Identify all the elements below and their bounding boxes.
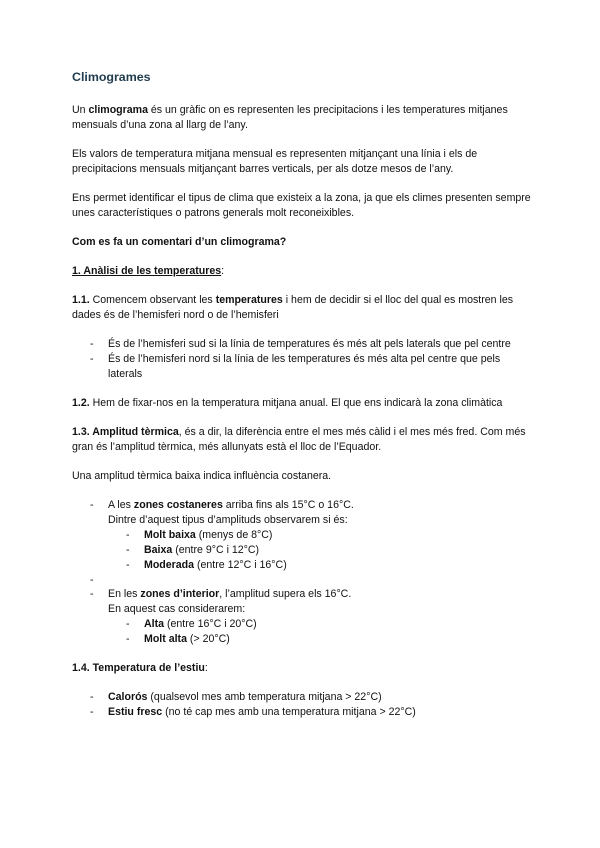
text-span: (entre 9°C i 12°C) bbox=[172, 544, 260, 556]
list-item bbox=[72, 498, 532, 573]
bold-term: Baixa bbox=[144, 544, 173, 556]
bold-term: Calorós bbox=[108, 691, 148, 703]
interior-sub-list bbox=[108, 617, 532, 647]
text-span: (menys de 8°C) bbox=[195, 529, 273, 541]
bold-term: Molt alta bbox=[144, 633, 187, 645]
interior-line bbox=[108, 587, 532, 602]
list-item bbox=[108, 528, 532, 543]
subsection-1-2 bbox=[72, 396, 532, 411]
question-heading: Com es fa un comentari d’un climograma? bbox=[72, 236, 287, 248]
list-item bbox=[72, 587, 532, 647]
intro-paragraph-1 bbox=[72, 103, 532, 133]
bold-term: zones costaneres bbox=[133, 499, 223, 511]
list-item bbox=[108, 632, 532, 647]
section-1-heading-text: 1. Anàlisi de les temperatures bbox=[72, 265, 222, 277]
subsection-1-1 bbox=[72, 293, 532, 323]
document-page bbox=[72, 68, 532, 734]
summer-list bbox=[72, 690, 532, 720]
list-item bbox=[72, 690, 532, 705]
list-item bbox=[72, 705, 532, 720]
text-span: (> 20°C) bbox=[186, 633, 230, 645]
subsection-number: 1.1. bbox=[72, 294, 90, 306]
page-title: Climogrames bbox=[72, 70, 151, 84]
text-span: , l’amplitud supera els 16°C. bbox=[219, 588, 352, 600]
text-span: i hem de decidir si el lloc del qual es mostren les dades és de l’hemisferi nord o de l’hemisferi bbox=[72, 294, 514, 321]
subsection-heading: 1.4. Temperatura de l’estiu bbox=[72, 662, 205, 674]
text-span: , és a dir, la diferència entre el mes més càlid i el mes més fred. Com més gran és l’amplitud tèrmica, més allunyats està el lloc de l’Equador. bbox=[72, 426, 526, 453]
section-1-colon: : bbox=[221, 265, 225, 277]
interior-line-2: En aquest cas considerarem: bbox=[108, 603, 246, 615]
text-span: Hem de fixar-nos en la temperatura mitjana anual. El que ens indicarà la zona climàtica bbox=[89, 397, 503, 409]
text-span: (entre 12°C i 16°C) bbox=[194, 559, 287, 571]
text-span: Comencem observant les bbox=[89, 294, 216, 306]
bold-term: Estiu fresc bbox=[108, 706, 163, 718]
bold-term: climograma bbox=[88, 104, 148, 116]
list-spacer bbox=[72, 573, 532, 587]
amplitude-note: Una amplitud tèrmica baixa indica influència costanera. bbox=[72, 470, 332, 482]
bold-term: Molt baixa bbox=[144, 529, 196, 541]
text-span: (entre 16°C i 20°C) bbox=[164, 618, 257, 630]
bold-term: zones d’interior bbox=[140, 588, 220, 600]
text-span: En les bbox=[108, 588, 141, 600]
coastal-line bbox=[108, 498, 532, 513]
text-span: (qualsevol mes amb temperatura mitjana > 22°C) bbox=[147, 691, 382, 703]
hemisphere-list bbox=[72, 337, 532, 382]
text-span: arriba fins als 15°C o 16°C. bbox=[222, 499, 354, 511]
subsection-number: 1.2. bbox=[72, 397, 90, 409]
list-item bbox=[108, 617, 532, 632]
bold-term: Moderada bbox=[144, 559, 195, 571]
subsection-number: 1.3. Amplitud tèrmica bbox=[72, 426, 179, 438]
coastal-sub-list bbox=[108, 528, 532, 573]
text-span: A les bbox=[108, 499, 134, 511]
list-item: - És de l’hemisferi nord si la línia de les temperatures és més alta pel centre que pels laterals bbox=[72, 352, 532, 382]
coastal-list bbox=[72, 498, 532, 647]
subsection-1-3 bbox=[72, 425, 532, 455]
list-item bbox=[108, 543, 532, 558]
coastal-line-2: Dintre d’aquest tipus d’amplituds observarem si és: bbox=[108, 514, 348, 526]
intro-paragraph-3: Ens permet identificar el tipus de clima que existeix a la zona, ja que els climes presenten sempre unes característiques o patrons generals molt reconeixibles. bbox=[72, 192, 531, 219]
intro-paragraph-2: Els valors de temperatura mitjana mensual es representen mitjançant una línia i els de precipitacions mensuals mitjançant barres verticals, per als dotze mesos de l’any. bbox=[72, 148, 478, 175]
bold-term: Alta bbox=[144, 618, 165, 630]
section-1-heading bbox=[72, 264, 532, 279]
bold-term: temperatures bbox=[215, 294, 283, 306]
text-span: (no té cap mes amb una temperatura mitjana > 22°C) bbox=[162, 706, 416, 718]
list-item bbox=[108, 558, 532, 573]
text-span: Un bbox=[72, 104, 89, 116]
list-item: - És de l’hemisferi sud si la línia de temperatures és més alt pels laterals que pel centre bbox=[72, 337, 532, 352]
text-span: és un gràfic on es representen les precipitacions i les temperatures mitjanes mensuals d’una zona al llarg de l’any. bbox=[72, 104, 508, 131]
subsection-1-4-heading bbox=[72, 661, 532, 676]
subsection-colon: : bbox=[204, 662, 208, 674]
